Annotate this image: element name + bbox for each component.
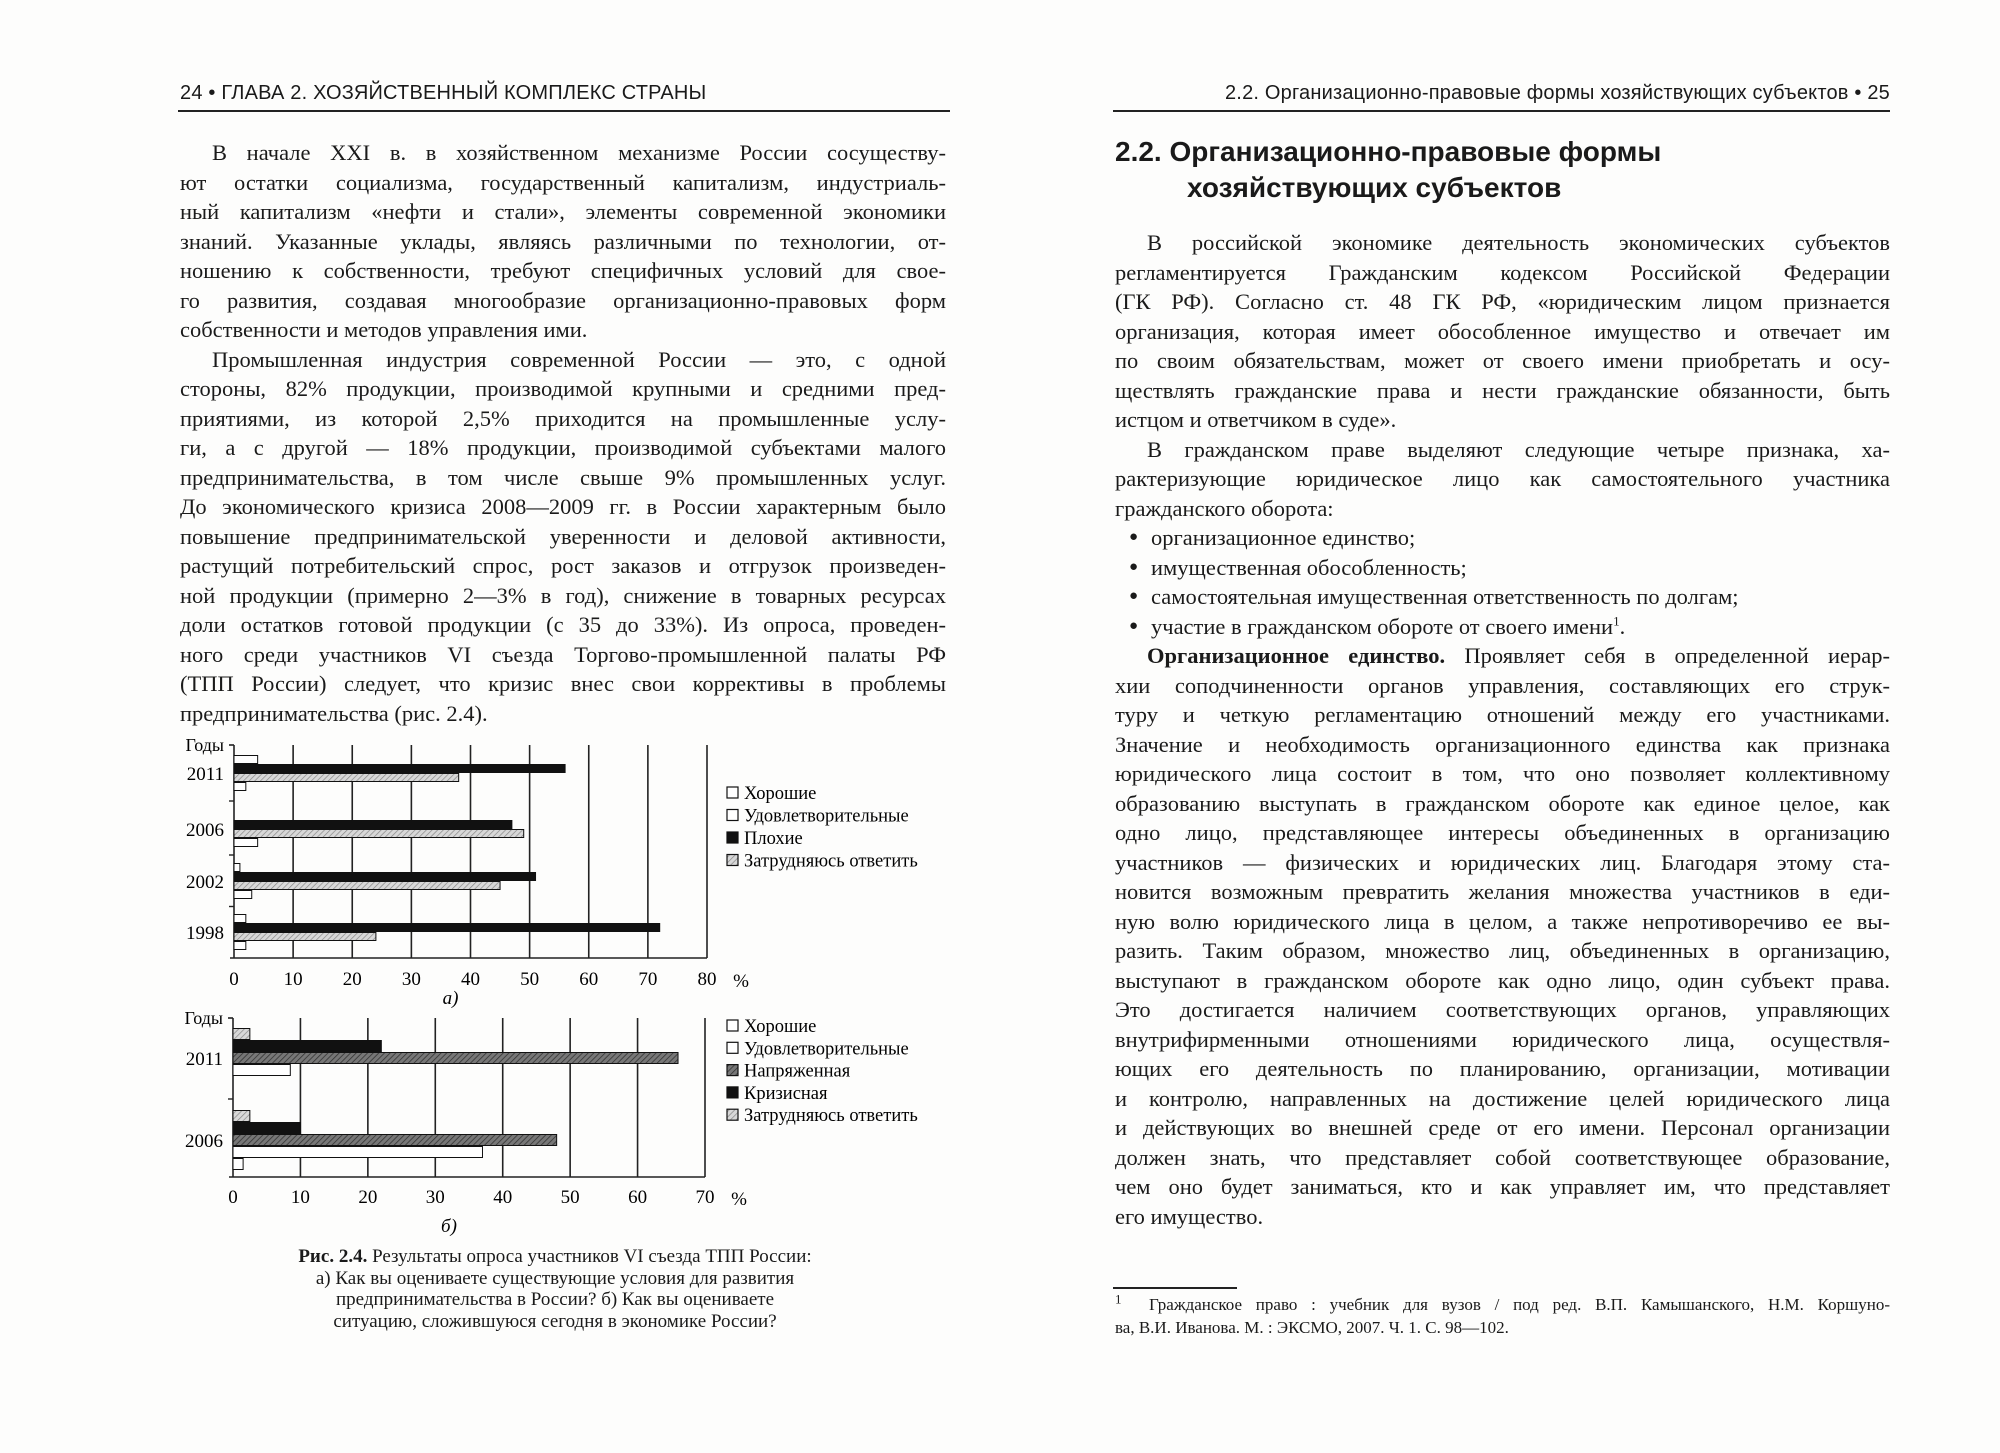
text-line: стороны, 82% продукции, производимой крупными и средними пред- — [180, 376, 946, 401]
text-line: его имущество. — [1115, 1203, 1264, 1229]
text-line: туру и четкую регламентацию отношений между его участниками. — [1115, 702, 1890, 727]
text-line: ющих его деятельность по планированию, организации, мотивации — [1115, 1056, 1890, 1081]
y-axis-label: Годы — [185, 735, 224, 755]
right-body-text — [1115, 228, 1890, 1231]
bar-black — [234, 765, 565, 773]
heading-line: 2.2. Организационно-правовые формы — [1115, 136, 1662, 167]
text-line: го развития, создавая многообразие организационно-правовых форм — [180, 287, 946, 313]
text-line: регламентируется Гражданским кодексом Российской Федерации — [1115, 259, 1890, 285]
legend-swatch — [727, 855, 738, 866]
text-line: В начале XXI в. в хозяйственном механизме России сосуществу- — [212, 140, 946, 165]
bar-white — [233, 1159, 243, 1170]
legend-label: Удовлетворительные — [744, 1039, 909, 1060]
x-axis-unit-label: % — [733, 971, 749, 992]
figure-caption — [200, 1246, 910, 1332]
text-line: До экономического кризиса 2008—2009 гг. в России характерным было — [180, 494, 946, 519]
text-line: по своим обязательствам, может от своего имени приобретать и осу- — [1115, 348, 1890, 373]
bar-white — [234, 942, 246, 950]
x-tick-label: 10 — [290, 1187, 310, 1208]
text-line: ют остатки социализма, государственный капитализм, индустриаль- — [180, 169, 946, 195]
footnote-mark: 1 — [1115, 1291, 1122, 1307]
text-line: организация, которая имеет обособленное имущество и отвечает им — [1115, 318, 1890, 344]
left-running-head: 24 • ГЛАВА 2. ХОЗЯЙСТВЕННЫЙ КОМПЛЕКС СТРАНЫ — [180, 82, 707, 104]
bar-white — [234, 915, 246, 923]
legend-label: Хорошие — [744, 1017, 817, 1037]
legend-label: Удовлетворительные — [744, 806, 909, 827]
bar-white — [234, 756, 258, 764]
punctuation: . — [1619, 613, 1626, 639]
bar-black — [233, 1123, 300, 1134]
x-tick-label: 60 — [579, 969, 599, 990]
bar-light-hatch — [234, 882, 500, 890]
text-line: предпринимательства (рис. 2.4). — [180, 700, 488, 726]
text-line: внутрифирменными отношениями юридического лица, осуществля- — [1115, 1026, 1890, 1052]
footnote-ref: 1 — [1613, 613, 1620, 628]
text-line: разить. Таким образом, множество лиц, объединенных в организацию, — [1115, 938, 1890, 963]
legend-swatch — [727, 1042, 738, 1053]
y-axis-label: Годы — [184, 1008, 223, 1028]
text-line: ги, а с другой — 18% продукции, производимой субъектами малого — [180, 435, 946, 460]
text-line: ществлять гражданские права и нести гражданские обязанности, быть — [1115, 377, 1890, 403]
bar-white — [234, 864, 240, 872]
legend-label: Затрудняюсь ответить — [744, 1106, 918, 1127]
y-category-label: 2002 — [186, 872, 224, 893]
legend-label: Напряженная — [744, 1061, 851, 1082]
bar-white — [233, 1147, 482, 1158]
text-line: ного среди участников VI съезда Торгово-промышленной палаты РФ — [180, 641, 946, 667]
y-category-label: 1998 — [186, 923, 224, 944]
legend-swatch — [727, 1087, 738, 1098]
footnote-line: ва, В.И. Иванова. М. : ЭКСМО, 2007. Ч. 1. С. 98—102. — [1115, 1318, 1509, 1337]
x-axis-unit-label: % — [731, 1189, 747, 1210]
text-line: одно лицо, представляющее интересы объединенных в организацию — [1115, 820, 1890, 845]
text-line: ную волю юридического лица в целом, а также непротиворечиво ее вы- — [1115, 908, 1890, 934]
text-line: В российской экономике деятельность экономических субъектов — [1147, 230, 1890, 255]
bar-white — [234, 891, 252, 899]
legend-swatch — [727, 1020, 738, 1031]
x-tick-label: 30 — [401, 969, 421, 990]
bar-dark-hatch — [233, 1135, 557, 1146]
bar-light-hatch — [233, 1029, 250, 1040]
bar-light-hatch — [234, 933, 376, 941]
text-line: и действующих во внешней среде от его имени. Персонал организации — [1115, 1115, 1890, 1140]
footnote-rule — [1113, 1287, 1237, 1289]
caption-label: Рис. 2.4. — [298, 1246, 368, 1267]
legend-swatch — [727, 832, 738, 843]
x-tick-label: 70 — [695, 1187, 715, 1208]
y-category-label: 2006 — [186, 820, 224, 841]
y-category-label: 2006 — [185, 1131, 223, 1152]
text-line — [1115, 641, 1890, 671]
x-tick-label: 30 — [425, 1187, 445, 1208]
bullet-item — [1115, 523, 1890, 553]
legend-label: Кризисная — [744, 1083, 828, 1104]
footnote — [1115, 1293, 1890, 1339]
text-line: и контролю, направленных на достижение целей юридического лица — [1115, 1085, 1890, 1111]
x-tick-label: 50 — [520, 969, 540, 990]
legend-swatch — [727, 1065, 738, 1076]
text-line: Это достигается наличием соответствующих органов, управляющих — [1115, 997, 1890, 1022]
legend-label: Хорошие — [744, 784, 817, 804]
heading-line: хозяйствующих субъектов — [1187, 172, 1562, 203]
legend-swatch — [727, 787, 738, 798]
caption-line: Результаты опроса участников VI съезда ТПП России: — [372, 1246, 812, 1267]
text-line: предпринимательства, в том числе свыше 9% промышленных услуг. — [180, 464, 946, 490]
x-tick-label: 0 — [228, 1187, 238, 1208]
text-line: ной продукции (примерно 2—3% в год), снижение в товарных ресурсах — [180, 582, 946, 608]
legend-swatch — [727, 1109, 738, 1120]
x-tick-label: 20 — [342, 969, 362, 990]
text-fragment: Проявляет себя в определенной иерар- — [1464, 643, 1890, 668]
section-heading — [1115, 134, 1661, 206]
text-line: доли остатков готовой продукции (с 35 до 33%). Из опроса, проведен- — [180, 612, 946, 637]
text-line: выступают в гражданском обороте как одно лицо, один субъект права. — [1115, 967, 1890, 993]
legend-swatch — [727, 810, 738, 821]
y-category-label: 2011 — [185, 1049, 223, 1070]
bullet-text: имущественная обособленность; — [1151, 554, 1467, 580]
text-line: Значение и необходимость организационного единства как признака — [1115, 731, 1890, 757]
x-tick-label: 70 — [638, 969, 658, 990]
bar-light-hatch — [234, 830, 524, 838]
x-tick-label: 50 — [560, 1187, 580, 1208]
bullet-text: организационное единство; — [1151, 525, 1416, 550]
text-line: рактеризующие юридическое лицо как самостоятельного участника — [1115, 466, 1890, 491]
text-line: новится возможным превратить желания множества участников в еди- — [1115, 879, 1890, 904]
text-line: приятиями, из которой 2,5% приходится на промышленные услу- — [180, 405, 946, 431]
x-tick-label: 60 — [628, 1187, 648, 1208]
text-line: хии соподчиненности органов управления, составляющих его струк- — [1115, 672, 1890, 698]
bullet-item — [1115, 582, 1890, 612]
text-line: ный капитализм «нефти и стали», элементы современной экономики — [180, 199, 946, 224]
bar-white — [234, 783, 246, 791]
bullet-item — [1115, 612, 1890, 642]
text-line: юридического лица состоит в том, что оно позволяет коллективному — [1115, 761, 1890, 786]
text-line: чем оно будет заниматься, кто и как управляет им, что представляет — [1115, 1174, 1890, 1199]
footnote-line: Гражданское право : учебник для вузов / под ред. В.П. Камышанского, Н.М. Коршуно- — [1149, 1295, 1890, 1314]
bar-light-hatch — [234, 774, 459, 782]
legend-label: Плохие — [744, 829, 803, 849]
text-line: В гражданском праве выделяют следующие четыре признака, ха- — [1147, 436, 1890, 462]
caption-line: предпринимательства в России? б) Как вы оцениваете — [335, 1289, 775, 1310]
text-line: истцом и ответчиком в суде». — [1115, 407, 1397, 432]
text-line: гражданского оборота: — [1115, 495, 1334, 521]
x-tick-label: 80 — [697, 969, 717, 990]
bar-black — [233, 1041, 381, 1052]
text-line: растущий потребительский спрос, рост заказов и отгрузок произведен- — [180, 553, 946, 578]
legend-label: Затрудняюсь ответить — [744, 851, 918, 872]
bullet-text: самостоятельная имущественная ответственность по долгам; — [1151, 584, 1739, 609]
bar-white — [234, 839, 258, 847]
bullet-text: участие в гражданском обороте от своего имени — [1151, 613, 1614, 639]
y-category-label: 2011 — [186, 764, 224, 785]
chart-subtitle: б) — [441, 1216, 457, 1237]
text-line: знаний. Указанные уклады, являясь различными по технологии, от- — [180, 228, 946, 254]
bullet-item — [1115, 553, 1890, 583]
term-lead: Организационное единство. — [1147, 643, 1446, 668]
bar-light-hatch — [233, 1111, 250, 1122]
caption-line: а) Как вы оцениваете существующие условия для развития — [315, 1267, 795, 1289]
bar-black — [234, 873, 536, 881]
bar-dark-hatch — [233, 1053, 678, 1064]
text-line: должен знать, что представляет собой соответствующее образование, — [1115, 1144, 1890, 1170]
text-line: (ГК РФ). Согласно ст. 48 ГК РФ, «юридическим лицом признается — [1115, 289, 1890, 314]
right-running-head: 2.2. Организационно-правовые формы хозяйствующих субъектов • 25 — [1224, 82, 1890, 104]
x-tick-label: 20 — [358, 1187, 378, 1208]
x-tick-label: 40 — [493, 1187, 513, 1208]
text-line: участников — физических и юридических лиц. Благодаря этому ста- — [1115, 849, 1890, 875]
text-line: образованию выступать в гражданском обороте как единое целое, как — [1115, 790, 1890, 816]
caption-line: ситуацию, сложившуюся сегодня в экономике России? — [333, 1310, 777, 1332]
text-line: Промышленная индустрия современной России — это, с одной — [212, 346, 946, 372]
chart-subtitle: а) — [442, 988, 459, 1009]
bar-white — [233, 1065, 290, 1076]
x-tick-label: 0 — [229, 969, 239, 990]
bar-black — [234, 821, 512, 829]
text-line: (ТПП России) следует, что кризис внес свои коррективы в проблемы — [180, 671, 946, 696]
text-line: повышение предпринимательской уверенности и деловой активности, — [180, 523, 946, 549]
x-tick-label: 40 — [461, 969, 480, 990]
text-line: собственности и методов управления ими. — [180, 317, 588, 342]
x-tick-label: 10 — [283, 969, 303, 990]
bar-black — [234, 924, 660, 932]
text-line: ношению к собственности, требуют специфичных условий для свое- — [180, 258, 946, 283]
